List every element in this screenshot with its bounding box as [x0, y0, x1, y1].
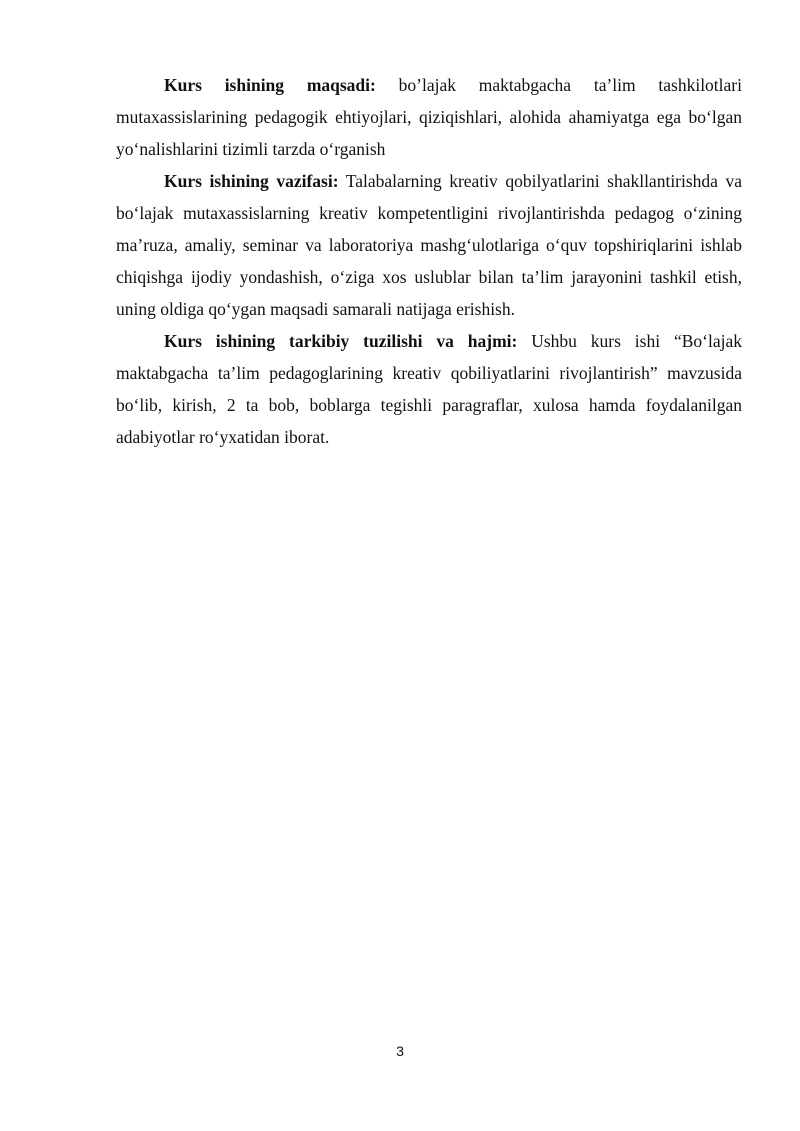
- tasks-paragraph: [116, 165, 742, 325]
- structure-heading: Kurs ishining tarkibiy tuzilishi va hajmi:: [164, 331, 518, 351]
- tasks-text: Talabalarning kreativ qobilyatlarini shakllantirishda va bo‘lajak mutaxassislarning kreativ kompetentligini rivojlantirishda pedagog o‘zining ma’ruza, amaliy, seminar va laboratoriya mashg‘ulotlariga o‘quv topshiriqlarini ishlab chiqishga ijodiy yondashish, o‘ziga xos uslublar bilan ta’lim jarayonini tashkil etish, uning oldiga qo‘ygan maqsadi samarali natijaga erishish.: [116, 171, 742, 319]
- page-body: [116, 69, 742, 453]
- structure-text: Ushbu kurs ishi “Bo‘lajak maktabgacha ta’lim pedagoglarining kreativ qobiliyatlarini rivojlantirish” mavzusida bo‘lib, kirish, 2 ta bob, boblarga tegishli paragraflar, xulosa hamda foydalanilgan adabiyotlar ro‘yxatidan iborat.: [116, 331, 742, 447]
- structure-paragraph: [116, 325, 742, 453]
- goal-paragraph: [116, 69, 742, 165]
- goal-text: bo’lajak maktabgacha ta’lim tashkilotlari mutaxassislarining pedagogik ehtiyojlari, qiziqishlari, alohida ahamiyatga ega bo‘lgan yo‘nalishlarini tizimli tarzda o‘rganish: [116, 75, 742, 159]
- goal-heading: Kurs ishining maqsadi:: [164, 75, 376, 95]
- tasks-heading: Kurs ishining vazifasi:: [164, 171, 339, 191]
- page-number: 3: [396, 1043, 404, 1059]
